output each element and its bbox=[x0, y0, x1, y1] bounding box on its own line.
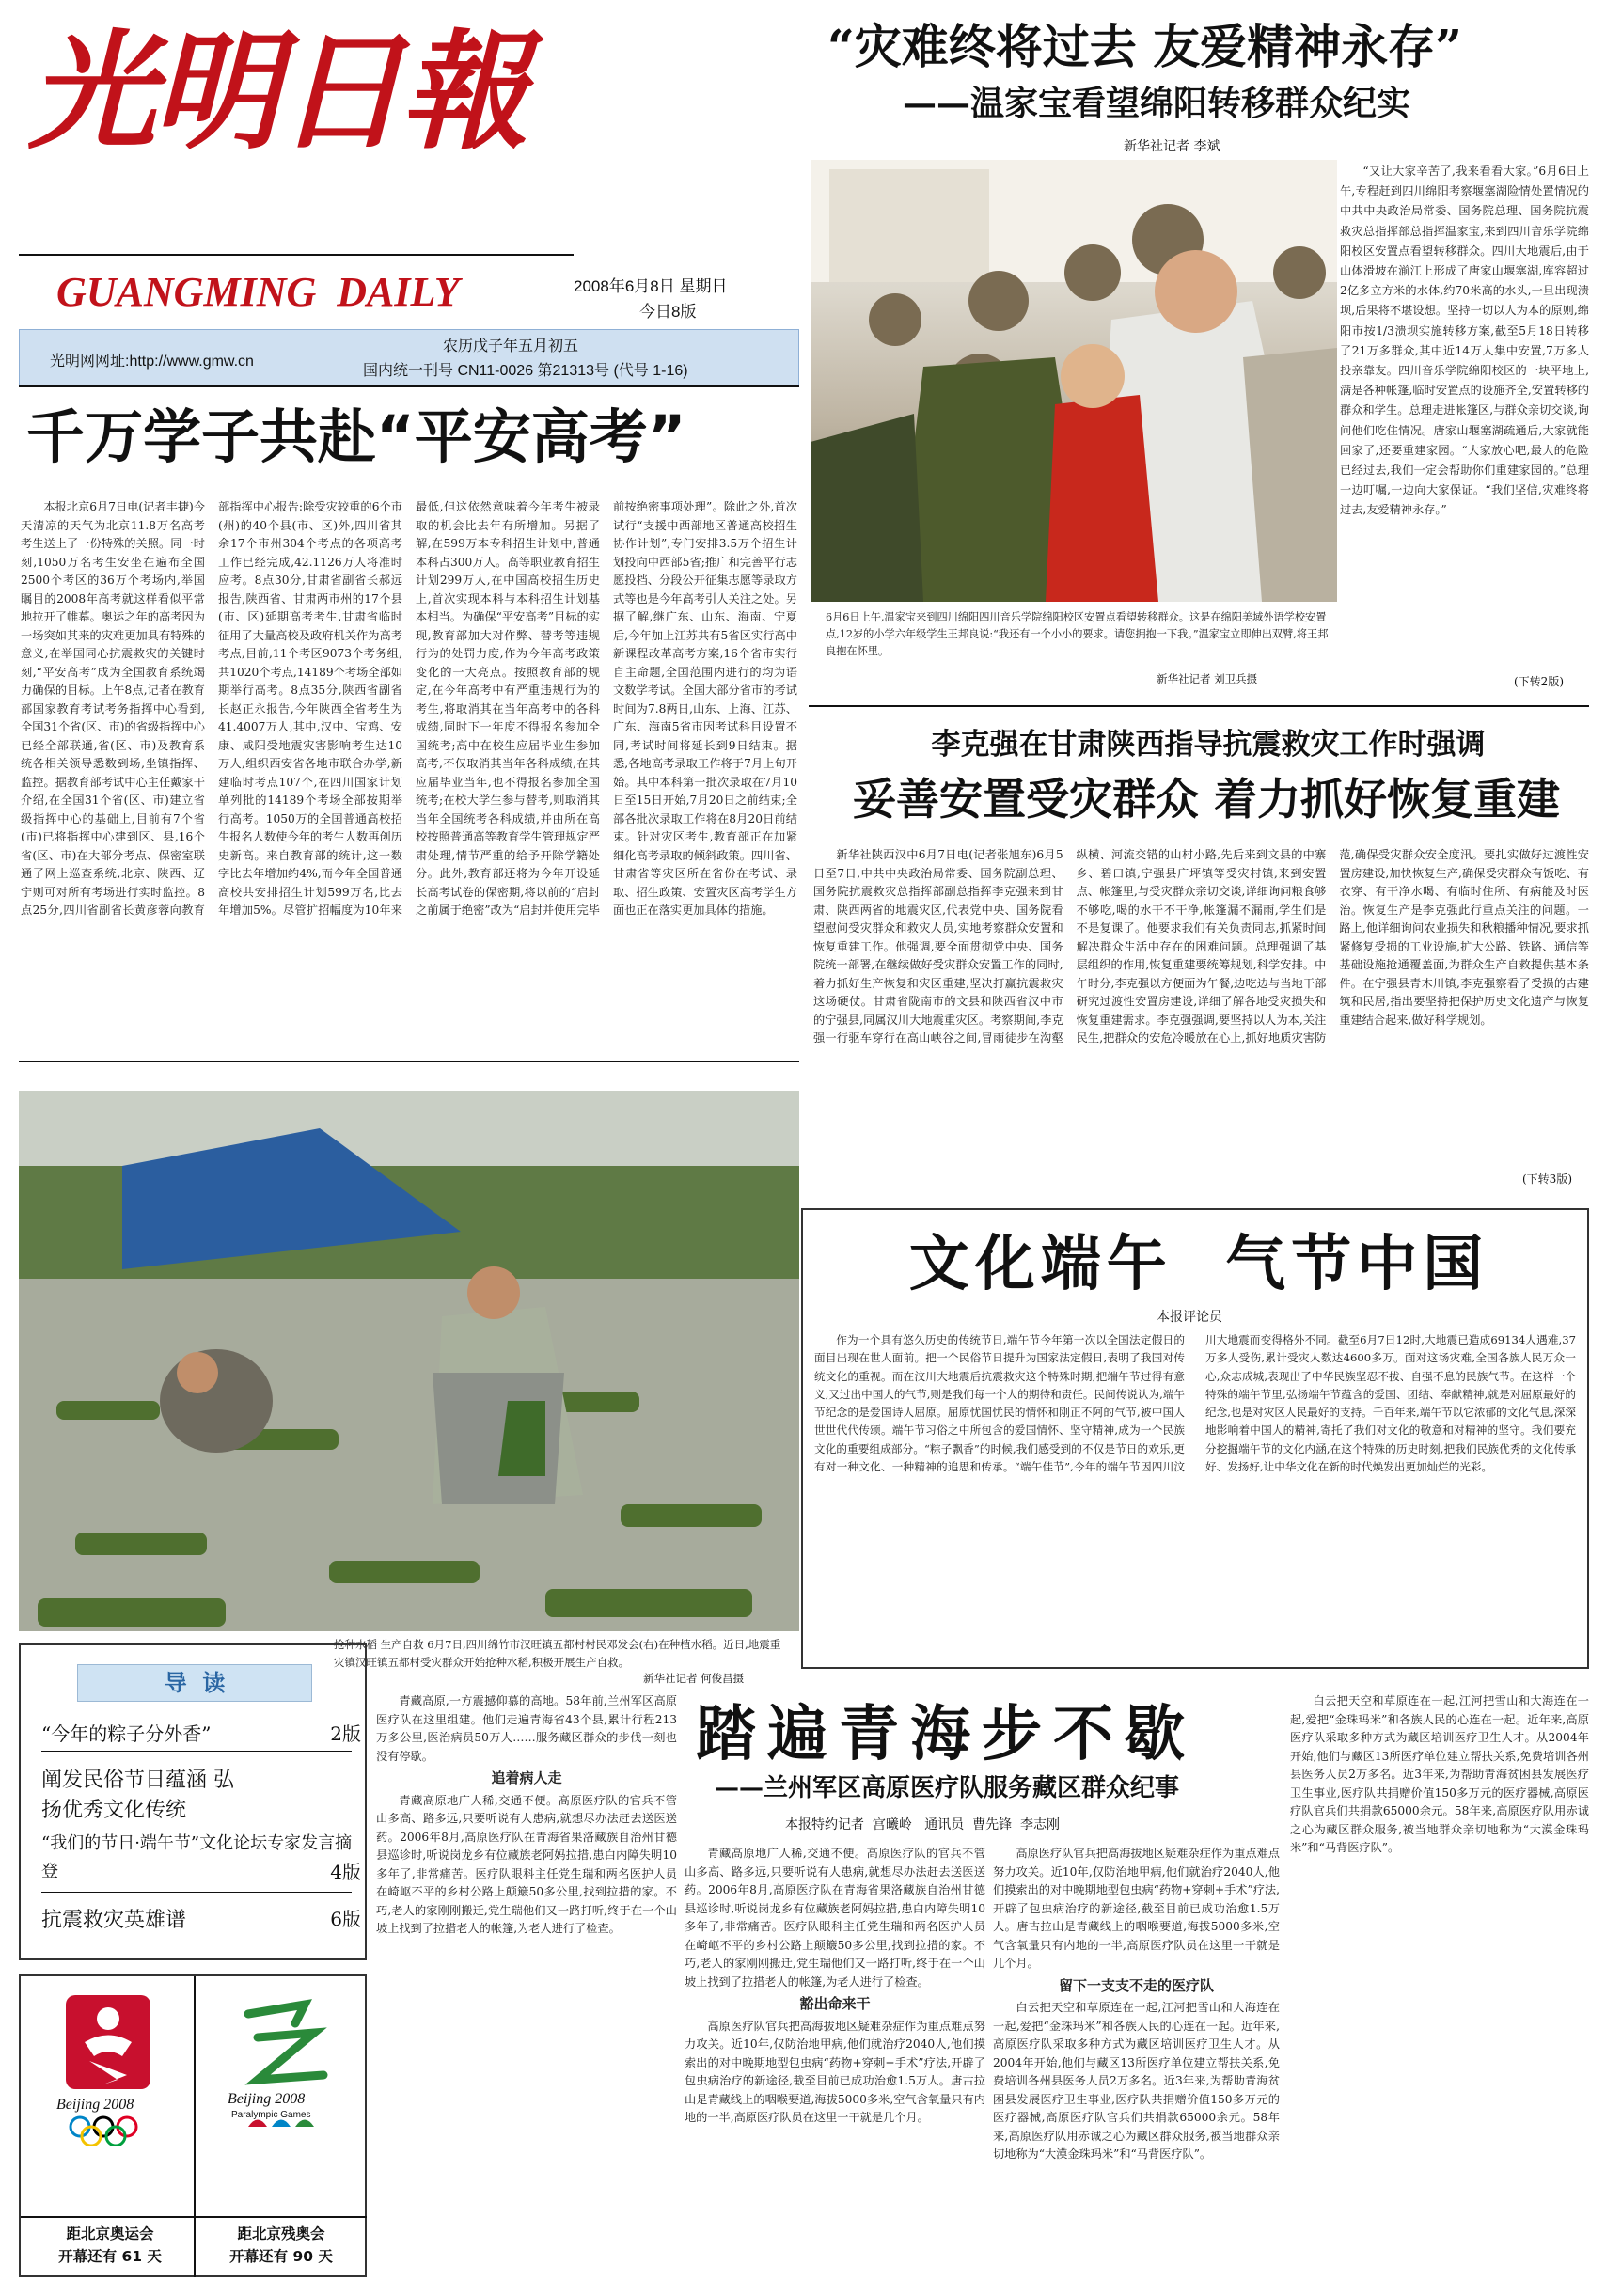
li-story-body: 新华社陕西汉中6月7日电(记者张旭东)6月5日至7日,中共中央政治局常委、国务院副总理、国务院抗震救灾总指挥部副总指挥李克强来到甘肃、陕西两省的地震灾区,代表党中央、国务院看望慰问受灾群众和救灾人员,实地考察群众安置和恢复重建工作。他强调,要全面贯彻党中央、国务院统一部署,在继续做好受灾群众安置工作的同时,着力抓好生产恢复和灾区重建,坚决打赢抗震救灾这场硬仗。甘肃省陇南市的文县和陕西省汉中市的宁强县,同属汉川大地震重灾区。考察期间,李克强一行驱车穿行在高山峡谷之间,冒雨徒步在沟壑纵横、河流交错的山村小路,先后来到文县的中寨乡、碧口镇,宁强县广坪镇等受灾村镇,来到安置点、帐篷里,与受灾群众亲切交谈,详细询问粮食够不够吃,喝的水干不干净,帐篷漏不漏雨,学生们是不是复课了。他要求我们有关负责同志,抓紧时间解决群众生活中存在的困难问题。总理强调了基层组织的作用,恢复重建要统筹规划,科学安排。中午时分,李克强以方便面为午餐,边吃边与当地干部研究过渡性安置房建设,详细了解各地受灾损失和恢复重建需求。李克强强调,要坚持以人为本,关注民生,把群众的安危冷暖放在心上,抓好地质灾害防范,确保受灾群众安全度汛。要扎实做好过渡性安置房建设,加快恢复生产,确保受灾群众有饭吃、有衣穿、有干净水喝、有临时住所、有病能及时医治。恢复生产是李克强此行重点关注的问题。一路上,他详细询问农业损失和秋粮播种情况,要求抓紧修复受损的工业设施,扩大公路、铁路、通信等基础设施抢通覆盖面,为群众生产自救提供基本条件。在宁强县青木川镇,李克强察看了受损的古建筑和民居,指出要坚持把保护历史文化遗产与恢复重建结合起来,做好科学规划。 bbox=[813, 848, 1589, 1045]
guide-item-3[interactable]: “我们的节日·端午节”文化论坛专家发言摘登 4版 bbox=[41, 1830, 361, 1886]
olympic-panel bbox=[28, 1986, 188, 2211]
photo-credit: 新华社记者 刘卫兵摄 bbox=[1157, 672, 1258, 685]
qinghai-byline: 本报特约记者 宫曦岭 通讯员 曹先锋 李志刚 bbox=[785, 1817, 1061, 1832]
website-link[interactable]: 光明网网址:http://www.gmw.cn bbox=[50, 354, 254, 370]
qinghai-col-1: 青藏高原,一方震撼仰慕的高地。58年前,兰州军区高原医疗队在这里组建。他们走遍青海省43个县,累计行程213万多公里,医治病员50万人……服务藏区群众的步伐一刻也没有停歇。 追着病人走 青藏高原地广人稀,交通不便。高原医疗队的官兵不管山多高、路多远,只要听说有人患病,就想尽办法赶去送医送药。2006年8月,高原医疗队在青海省果洛藏族自治州甘德县巡诊时,听说岗龙乡有位藏族老阿妈拉措,患白内障失明10多年了,非常痛苦。医疗队眼科主任党生瑞和两名医护人员在崎岖不平的乡村公路上颠簸50多公里,找到拉措的家。不巧,老人的家刚刚搬迁,党生瑞他们又一路打听,终于在一个山坡上找到了拉措老人的帐篷,为老人进行了检查。 bbox=[376, 1694, 677, 1935]
olympic-logo-text: Beijing 2008 bbox=[56, 2097, 134, 2113]
guide-item-4[interactable]: 抗震救灾英雄谱 6版 bbox=[41, 1904, 361, 1933]
photo-caption: 6月6日上午,温家宝来到四川绵阳四川音乐学院绵阳校区安置点看望转移群众。这是在绵阳美域外语学校安置点,12岁的小学六年级学生王邦良说:“我还有一个小小的要求。请您拥抱一下我。”温家宝立即伸出双臂,将王邦良抱在怀里。 bbox=[826, 611, 1329, 657]
masthead bbox=[19, 19, 799, 385]
photo-farm bbox=[19, 1091, 799, 1631]
byline: 新华社记者 李斌 bbox=[1124, 139, 1220, 154]
wen-story-title: “灾难终将过去 友爱精神永存” bbox=[827, 19, 1462, 74]
farm-photo-credit: 新华社记者 何俊昌摄 bbox=[639, 1671, 744, 1686]
li-story-kicker: 李克强在甘肃陕西指导抗震救灾工作时强调 bbox=[931, 728, 1486, 762]
qinghai-col-2: 青藏高原地广人稀,交通不便。高原医疗队的官兵不管山多高、路多远,只要听说有人患病,就想尽办法赶去送医送药。2006年8月,高原医疗队在青海省果洛藏族自治州甘德县巡诊时,听说岗龙乡有位藏族老阿妈拉措,患白内障失明10多年了,非常痛苦。医疗队眼科主任党生瑞和两名医护人员在崎岖不平的乡村公路上颠簸50多公里,找到拉措的家。不巧,老人的家刚刚搬迁,党生瑞他们又一路打听,终于在一个山坡上找到了拉措老人的帐篷,为老人进行了检查。 豁出命来干 高原医疗队官兵把高海拔地区疑难杂症作为重点难点努力攻关。近10年,仅防治地甲病,他们就治疗2040人,他们摸索出的对中晚期地型包虫病“药物+穿刺+手术”疗法,开辟了包虫病治疗的新途径,截至目前已成功治愈1.5万人。唐古拉山是青藏线上的咽喉要道,海拔5000多米,空气含氧量只有内地的一半,高原医疗队员在这里一干就是几个月。 bbox=[685, 1847, 985, 2124]
editorial-title: 文化端午 气节中国 bbox=[908, 1229, 1489, 1299]
date-line: 2008年6月8日 星期日 bbox=[574, 277, 728, 295]
li-continued-note: (下转3版) bbox=[1519, 1171, 1572, 1187]
beijing-paralympic-emblem-icon bbox=[201, 1986, 361, 2146]
qinghai-subhead-3: 留下一支支不走的医疗队 bbox=[1058, 1976, 1214, 1994]
paralympic-countdown: 距北京残奥会 开幕还有 90 天 bbox=[229, 2225, 333, 2265]
wen-story-body: “又让大家辛苦了,我来看看大家。”6月6日上午,专程赶到四川绵阳考察堰塞湖险情处置情况的中共中央政治局常委、国务院总理、国务院抗震救灾总指挥部总指挥温家宝,来到四川音乐学院绵阳校区安置点看望转移群众。四川大地震后,由于山体滑坡在湔江上形成了唐家山堰塞湖,库容超过2亿多立方米的水体,约70米高的水头,一旦出现溃坝,后果将不堪设想。坚持一切以人为本的原则,绵阳市按1/3溃坝实施转移方案,截至5月18日转移了21万多群众,其中近14万人集中安置,7万多人投亲靠友。四川音乐学院绵阳校区的一块平地上,满是各种帐篷,临时安置点的设施齐全,安置转移的群众和学生。总理走进帐篷区,与群众亲切交谈,询问他们吃住情况。唐家山堰塞湖疏通后,大家就能回家了,还要重建家园。“大家放心吧,最大的危险已经过去,我们一定会帮助你们重建家园的。”总理一边叮嘱,一边向大家保证。“我们坚信,灾难终将过去,友爱精神永存。” bbox=[1340, 165, 1589, 517]
paralympic-logo-text: Beijing 2008 bbox=[228, 2091, 306, 2107]
beijing-olympic-emblem-icon bbox=[28, 1986, 188, 2146]
qinghai-subhead-2: 豁出命来干 bbox=[799, 1995, 871, 2012]
guide-item-page: 2版 bbox=[330, 1722, 361, 1745]
guide-box bbox=[19, 1643, 367, 1960]
editorial-byline: 本报评论员 bbox=[1157, 1310, 1222, 1325]
qinghai-col-4: 白云把天空和草原连在一起,江河把雪山和大海连在一起,爱把“金珠玛米”和各族人民的心连在一起。近年来,高原医疗队采取多种方式为藏区培训医疗卫生人才。从2004年开始,他们与藏区13所医疗单位建立帮扶关系,免费培训各州县医务人员2万多名。近3年来,为帮助青海贫困县发展医疗卫生事业,医疗队共捐赠价值150多万元的医疗器械,高原医疗队官兵们共捐款65000余元。58年来,高原医疗队用赤诚之心为藏区群众服务,被当地群众亲切地称为“大漠金珠玛米”和“马背医疗队”。 bbox=[1290, 1694, 1589, 1854]
editorial-body: 作为一个具有悠久历史的传统节日,端午节今年第一次以全国法定假日的面目出现在世人面前。把一个民俗节日提升为国家法定假日,表明了我国对传统文化的重视。而在汶川大地震后抗震救灾这个特殊时期,把端午节过得有意义,又过出中国人的气节,则是我们每一个人的期待和责任。民间传说认为,端午节纪念的是爱国诗人屈原。屈原忧国忧民的情怀和刚正不阿的气节,被中国人世世代代传颂。端午节习俗之中所包含的爱国情怀、坚守精神,成为一个民族文化的重要组成部分。“粽子飘香”的时候,我们感受到的不仅是节日的欢乐,更有对一种文化、一种精神的追思和传承。“端午佳节”,今年的端午节因四川汶川大地震而变得格外不同。截至6月7日12时,大地震已造成69134人遇难,37万多人受伤,累计受灾人数达4600多万。面对这场灾难,全国各族人民万众一心,众志成城,表现出了中华民族坚忍不拔、自强不息的民族气节。在这样一个特殊的端午节里,弘扬端午节蕴含的爱国、团结、奉献精神,就是对屈原最好的纪念,也是对灾区人民最好的支持。千百年来,端午节以它浓郁的文化气息,深深地影响着中国人的精神,寄托了我们对文化的敬意和对精神的坚守。我们要充分挖掘端午节的文化内涵,在这个特殊的历史时刻,把我们民族优秀的文化传承好、发扬好,让中华文化在新的时代焕发出更加灿烂的光彩。 bbox=[814, 1333, 1576, 1474]
guide-title: 导 读 bbox=[164, 1670, 226, 1696]
guide-header bbox=[77, 1664, 312, 1702]
lunar-date: 农历戊子年五月初五 bbox=[443, 338, 579, 354]
logo-chinese: 光明日報 bbox=[28, 17, 525, 167]
issue-info: 国内统一刊号 CN11-0026 第21313号 (代号 1-16) bbox=[363, 363, 688, 379]
farm-photo-caption: 抢种水稻 生产自救 6月7日,四川绵竹市汉旺镇五都村村民邓发会(右)在种植水稻。近日,地震重灾镇汉旺镇五都村受灾群众开始抢种水稻,积极开展生产自救。 bbox=[334, 1638, 781, 1669]
guide-item-2[interactable]: 阐发民俗节日蕴涵 弘扬优秀文化传统 bbox=[41, 1769, 234, 1822]
li-story-title: 妥善安置受灾群众 着力抓好恢复重建 bbox=[852, 774, 1560, 825]
qinghai-col-3: 高原医疗队官兵把高海拔地区疑难杂症作为重点难点努力攻关。近10年,仅防治地甲病,他们就治疗2040人,他们摸索出的对中晚期地型包虫病“药物+穿刺+手术”疗法,开辟了包虫病治疗的新途径,截至目前已成功治愈1.5万人。唐古拉山是青藏线上的咽喉要道,海拔5000多米,空气含氧量只有内地的一半,高原医疗队员在这里一干就是几个月。 留下一支支不走的医疗队 白云把天空和草原连在一起,江河把雪山和大海连在一起,爱把“金珠玛米”和各族人民的心连在一起。近年来,高原医疗队采取多种方式为藏区培训医疗卫生人才。从2004年开始,他们与藏区13所医疗单位建立帮扶关系,免费培训各州县医务人员2万多名。近3年来,为帮助青海贫困县发展医疗卫生事业,医疗队共捐赠价值150多万元的医疗器械,高原医疗队官兵们共捐款65000余元。58年来,高原医疗队用赤诚之心为藏区群众服务,被当地群众亲切地称为“大漠金珠玛米”和“马背医疗队”。 bbox=[993, 1847, 1280, 2161]
wen-story-subtitle: ——温家宝看望绵阳转移群众纪实 bbox=[903, 84, 1411, 123]
guide-item-page: 4版 bbox=[330, 1861, 361, 1883]
qinghai-subhead-1: 追着病人走 bbox=[491, 1769, 562, 1786]
paralympic-sub: Paralympic Games bbox=[231, 2110, 311, 2120]
guide-item-1[interactable]: “今年的粽子分外香” 2版 bbox=[41, 1719, 361, 1746]
pages-today: 今日8版 bbox=[639, 303, 697, 321]
olympics-box bbox=[19, 1974, 367, 2277]
paralympic-panel bbox=[201, 1986, 361, 2211]
qinghai-story-subtitle: ——兰州军区高原医疗队服务藏区群众纪事 bbox=[715, 1774, 1180, 1802]
info-bar bbox=[19, 329, 799, 385]
qinghai-story-title: 踏遍青海步不歇 bbox=[696, 1699, 1196, 1769]
photo-wen-jiabao bbox=[811, 160, 1337, 602]
olympic-countdown: 距北京奥运会 开幕还有 61 天 bbox=[58, 2225, 162, 2265]
exam-story-title: 千万学子共赴“平安高考” bbox=[26, 402, 686, 471]
exam-story-body: 本报北京6月7日电(记者丰捷)今天清凉的天气为北京11.8万名高考考生送上了一份特殊的关照。同一时刻,1050万名考生安坐在遍布全国2500个考区的36万个考场内,举国瞩目的2008年高考就这样看似平常地拉开了帷幕。奥运之年的高考因为一场突如其来的灾难更加具有特殊的意义,在举国同心抗震救灾的关键时刻,“平安高考”成为全国教育系统竭力确保的目标。上午8点,记者在教育部国家教育考试考务指挥中心看到,全国31个省(区、市)的省级指挥中心已经全部联通,省(区、市)及教育系统各相关领导悉数到场,坐镇指挥、监控。据教育部考试中心主任戴家干介绍,在全国31个省(区、市)建立省级指挥中心的基础上,目前有7个省(市)已将指挥中心建到区、县,16个省(区、市)在大部分考点、保密室联通了网上巡查系统,北京、陕西、辽宁则可对所有考场进行实时监控。8点25分,四川省副省长黄彦蓉向教育部指挥中心报告:除受灾较重的6个市(州)的40个县(市、区)外,四川省其余17个市州304个考点的各项高考工作已经完成,42.1126万人将准时应考。8点30分,甘肃省副省长郝远报告,陕西省、甘肃两市州的17个县(市、区)延期高考考生,甘肃省临时征用了大量高校及政府机关作为高考考点,目前,11个考区9073个考务组,共1020个考点,14189个考场全部如期举行高考。8点35分,陕西省副省长赵正永报告,今年陕西全省考生为41.4007万人,其中,汉中、宝鸡、安康、咸阳受地震灾害影响考生达10万人,组织西安省各地市联合办学,新建临时考点107个,在四川国家计划单列批的14189个考场全部按期举行高考。1050万的全国普通高校招生报名人数使今年的考生人数再创历史新高。来自教育部的统计,这一数字比去年增加约4%,而今年全国普通高校共安排招生计划599万名,比去年增加5%。尽管扩招幅度为10年来最低,但这依然意味着今年考生被录取的机会比去年有所增加。另据了解,在599万本专科招生计划中,普通本科占300万人。高等职业教育招生计划299万人,在中国高校招生历史上,首次实现本科与本科招生计划基本相当。为确保“平安高考”目标的实现,教育部加大对作弊、替考等违规行为的处罚力度,作为今年高考政策变化的一大亮点。按照教育部的规定,在今年高考中有严重违规行为的考生,将取消其在当年高考中的各科成绩,同时下一年度不得报名参加全国统考;高中在校生应届毕业生参加高考,不仅取消其当年各科成绩,在其应届毕业当年,也不得报名参加全国统考;在校大学生参与替考,则取消其当年全国统考各科成绩,并由所在高校按照普通高等教育学生管理规定严肃处理,情节严重的给予开除学籍处分。此外,教育部还将为今年开设延长高考试卷的保密期,将以前的“启封之前属于绝密”改为“启封并使用完毕前按绝密事项处理”。除此之外,首次试行“支援中西部地区普通高校招生协作计划”,专门安排3.5万个招生计划投向中西部5省;推广和完善平行志愿投档、分段公开征集志愿等录取方式等也是今年高考引人关注之处。另据了解,继广东、山东、海南、宁夏后,今年加上江苏共有5省区实行高中新课程改革高考方案,16个省市实行自主命题,全国范围内进行的均为语文数学考试。全国大部分省市的考试时间为7.8两日,山东、上海、江苏、广东、海南5省市因考试科目设置不同,考试时间将延长到9日结束。据悉,各地高考录取工作将于7月上旬开始。其中本科第一批次录取在7月10日至15日开始,7月20日之前结束;全部各批次录取工作将在8月20日前结束。针对灾区考生,教育部正在加紧细化高考录取的倾斜政策。四川省、甘肃省等灾区所在省份在考试、录取、招生政策、安置灾区高考学生方面也正在落实更加具体的措施。 bbox=[21, 500, 797, 917]
guide-item-page: 6版 bbox=[330, 1908, 361, 1930]
continued-note: (下转2版) bbox=[1514, 675, 1564, 688]
logo-english: GUANGMING DAILY bbox=[56, 269, 460, 315]
